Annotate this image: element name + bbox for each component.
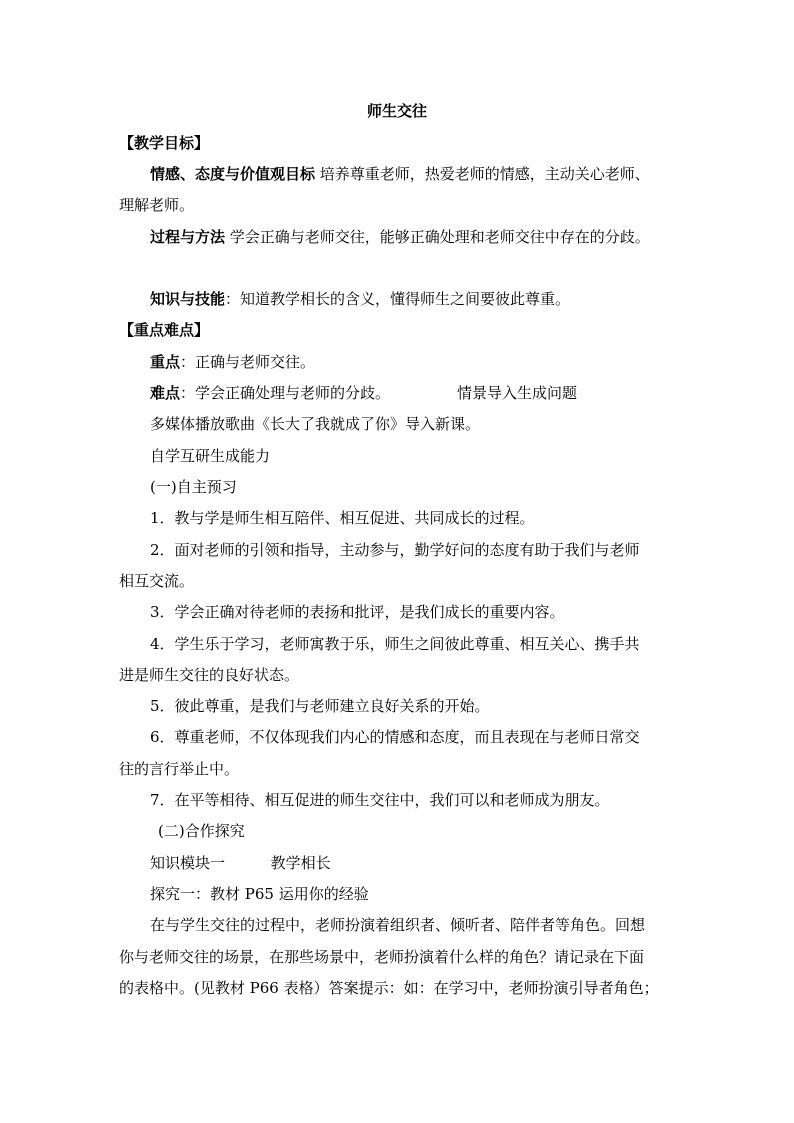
key-point-text: ：正确与老师交往。 bbox=[180, 353, 316, 371]
explore-one-heading: 探究一：教材 P65 运用你的经验 bbox=[150, 885, 369, 903]
goal-process-label: 过程与方法 bbox=[150, 228, 226, 246]
goal-knowledge-line bbox=[150, 289, 570, 309]
module-one-label: 知识模块一 bbox=[150, 854, 226, 872]
preview-item-2-cont: 相互交流。 bbox=[119, 572, 195, 590]
explore-paragraph-line-2: 你与老师交往的场景，在那些场景中，老师扮演着什么样的角色？请记录在下面 bbox=[119, 948, 645, 966]
goal-emotion-line bbox=[150, 164, 650, 184]
module-one-line bbox=[150, 853, 331, 873]
goal-emotion-label: 情感、态度与价值观目标 bbox=[150, 165, 316, 183]
goal-knowledge-text: ：知道教学相长的含义，懂得师生之间要彼此尊重。 bbox=[225, 290, 571, 308]
document-title: 师生交往 bbox=[366, 102, 427, 120]
intro-line: 多媒体播放歌曲《长大了我就成了你》导入新课。 bbox=[150, 415, 481, 433]
preview-item-2: 2．面对老师的引领和指导，主动参与，勤学好问的态度有助于我们与老师 bbox=[150, 541, 640, 559]
explore-paragraph-line-1: 在与学生交往的过程中，老师扮演着组织者、倾听者、陪伴者等角色。回想 bbox=[150, 916, 646, 934]
key-point-label: 重点 bbox=[150, 353, 181, 371]
preview-item-4-cont: 进是师生交往的良好状态。 bbox=[119, 666, 300, 684]
difficulty-label: 难点 bbox=[150, 384, 181, 402]
goal-knowledge-label: 知识与技能 bbox=[150, 290, 226, 308]
goal-process-text: 学会正确与老师交往，能够正确处理和老师交往中存在的分歧。 bbox=[229, 228, 650, 246]
key-point-line bbox=[150, 352, 315, 372]
difficulty-text: ：学会正确处理与老师的分歧。 bbox=[180, 384, 391, 402]
goal-emotion-text: 培养尊重老师，热爱老师的情感，主动关心老师、 bbox=[319, 165, 650, 183]
self-study-heading: 自学互研生成能力 bbox=[150, 447, 271, 465]
preview-item-6-cont: 往的言行举止中。 bbox=[119, 760, 240, 778]
section-heading-key-points: 【重点难点】 bbox=[119, 321, 210, 339]
goal-process-line bbox=[150, 227, 650, 247]
scene-intro-heading: 情景导入生成问题 bbox=[457, 384, 578, 402]
preview-item-4: 4．学生乐于学习，老师寓教于乐，师生之间彼此尊重、相互关心、携手共 bbox=[150, 635, 640, 653]
preview-item-3: 3．学会正确对待老师的表扬和批评，是我们成长的重要内容。 bbox=[150, 603, 565, 621]
preview-item-6: 6．尊重老师，不仅体现我们内心的情感和态度，而且表现在与老师日常交 bbox=[150, 728, 640, 746]
explore-paragraph-line-3: 的表格中。(见教材 P66 表格）答案提示：如：在学习中，老师扮演引导者角色； bbox=[119, 979, 659, 997]
preview-item-5: 5．彼此尊重，是我们与老师建立良好关系的开始。 bbox=[150, 697, 490, 715]
preview-item-7: 7．在平等相待、相互促进的师生交往中，我们可以和老师成为朋友。 bbox=[150, 791, 610, 809]
goal-emotion-line-cont: 理解老师。 bbox=[119, 196, 195, 214]
part-two-heading: (二)合作探究 bbox=[158, 822, 245, 840]
section-heading-teaching-goals: 【教学目标】 bbox=[119, 134, 210, 152]
preview-item-1: 1．教与学是师生相互陪伴、相互促进、共同成长的过程。 bbox=[150, 509, 535, 527]
difficulty-line bbox=[150, 383, 390, 403]
module-one-title: 教学相长 bbox=[270, 854, 331, 872]
part-one-heading: (一)自主预习 bbox=[150, 478, 237, 496]
